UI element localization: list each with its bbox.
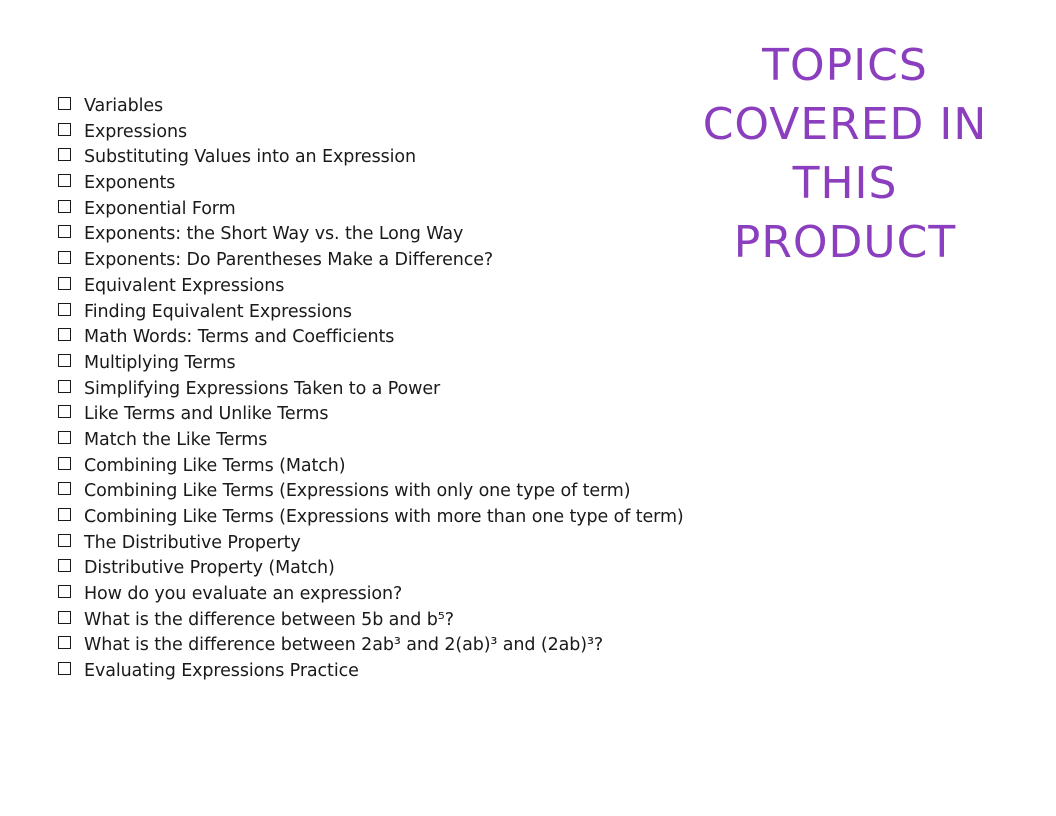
checkbox-icon[interactable] <box>58 277 71 290</box>
topic-label: Evaluating Expressions Practice <box>84 661 359 682</box>
topic-label: Simplifying Expressions Taken to a Power <box>84 378 441 399</box>
list-item <box>58 353 758 379</box>
topic-label: How do you evaluate an expression? <box>84 584 403 605</box>
list-item <box>58 122 758 148</box>
list-item <box>58 147 758 173</box>
checkbox-icon[interactable] <box>58 482 71 495</box>
list-item <box>58 199 758 225</box>
topic-label: Combining Like Terms (Expressions with more than one type of term) <box>84 507 684 527</box>
checkbox-icon[interactable] <box>58 97 71 110</box>
list-item <box>58 96 758 122</box>
page-title-line-1: TOPICS <box>762 40 928 91</box>
list-item <box>58 173 758 199</box>
list-item <box>58 481 758 507</box>
topic-label: Finding Equivalent Expressions <box>84 301 352 322</box>
checkbox-icon[interactable] <box>58 662 71 675</box>
checkbox-icon[interactable] <box>58 354 71 367</box>
list-item <box>58 404 758 430</box>
page-title-line-4: PRODUCT <box>733 217 957 268</box>
topic-label: Match the Like Terms <box>84 429 268 450</box>
topic-label: Multiplying Terms <box>84 352 236 373</box>
topic-label: Equivalent Expressions <box>84 275 285 296</box>
list-item <box>58 224 758 250</box>
topic-label: Combining Like Terms (Match) <box>84 455 346 476</box>
topic-label: Math Words: Terms and Coefficients <box>84 327 395 348</box>
topic-label: Expressions <box>84 121 188 142</box>
topic-label: Distributive Property (Match) <box>84 558 335 579</box>
checkbox-icon[interactable] <box>58 174 71 187</box>
topic-label: What is the difference between 2ab³ and 2(ab)³ and (2ab)³? <box>84 635 604 656</box>
topic-label: The Distributive Property <box>84 532 301 553</box>
list-item <box>58 327 758 353</box>
list-item <box>58 584 758 610</box>
topic-label: Exponents: the Short Way vs. the Long Way <box>84 224 464 245</box>
checkbox-icon[interactable] <box>58 611 71 624</box>
topics-list <box>58 96 758 687</box>
topic-label: Combining Like Terms (Expressions with only one type of term) <box>84 481 631 502</box>
page-title-line-2: COVERED IN <box>702 99 988 150</box>
topic-label: Like Terms and Unlike Terms <box>84 404 329 425</box>
checkbox-icon[interactable] <box>58 303 71 316</box>
list-item <box>58 250 758 276</box>
list-item <box>58 610 758 636</box>
checkbox-icon[interactable] <box>58 585 71 598</box>
topic-label: Substituting Values into an Expression <box>84 147 416 168</box>
page-title-line-3: THIS <box>792 158 898 209</box>
checkbox-icon[interactable] <box>58 251 71 264</box>
checkbox-icon[interactable] <box>58 148 71 161</box>
list-item <box>58 635 758 661</box>
checkbox-icon[interactable] <box>58 431 71 444</box>
checkbox-icon[interactable] <box>58 559 71 572</box>
list-item <box>58 507 758 533</box>
topic-label: Exponents <box>84 173 176 194</box>
checkbox-icon[interactable] <box>58 508 71 521</box>
checkbox-icon[interactable] <box>58 380 71 393</box>
list-item <box>58 379 758 405</box>
checkbox-icon[interactable] <box>58 123 71 136</box>
list-item <box>58 456 758 482</box>
topic-label: Variables <box>84 96 164 116</box>
topic-label: What is the difference between 5b and b⁵? <box>84 609 454 630</box>
list-item <box>58 661 758 687</box>
checkbox-icon[interactable] <box>58 534 71 547</box>
topic-label: Exponential Form <box>84 198 236 219</box>
list-item <box>58 430 758 456</box>
list-item <box>58 558 758 584</box>
list-item <box>58 276 758 302</box>
checkbox-icon[interactable] <box>58 457 71 470</box>
checkbox-icon[interactable] <box>58 405 71 418</box>
checkbox-icon[interactable] <box>58 225 71 238</box>
checkbox-icon[interactable] <box>58 636 71 649</box>
list-item <box>58 302 758 328</box>
checkbox-icon[interactable] <box>58 328 71 341</box>
topic-label: Exponents: Do Parentheses Make a Difference? <box>84 250 494 271</box>
list-item <box>58 533 758 559</box>
checkbox-icon[interactable] <box>58 200 71 213</box>
